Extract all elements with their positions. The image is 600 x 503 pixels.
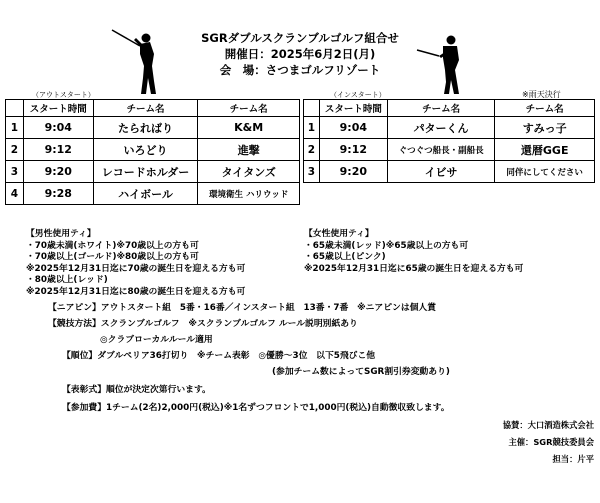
start-time: 9:20 xyxy=(319,161,387,183)
team-name: 進撃 xyxy=(198,139,300,161)
group-number: 3 xyxy=(6,161,24,183)
contact-text: 担当：片平 xyxy=(552,454,594,464)
team-name: ぐつぐつ船長・副船長 xyxy=(387,139,495,161)
organizer-text: 主催：SGR競技委員会 xyxy=(508,437,594,447)
group-number: 4 xyxy=(6,183,24,205)
in-start-label: （インスタート） xyxy=(330,91,386,99)
table-header-row xyxy=(6,100,300,117)
out-start-label: （アウトスタート） xyxy=(32,91,95,99)
group-number: 2 xyxy=(6,139,24,161)
team-name: レコードホルダー xyxy=(93,161,198,183)
table-row xyxy=(6,117,300,139)
women-tee-line: ・65歳未満(レッド)※65歳以上の方も可 xyxy=(304,240,469,251)
fee-info: 【参加費】1チーム(2名)2,000円(税込)※1名ずつフロントで1,000円(税込)自動徴収致します。 xyxy=(62,403,450,413)
start-time: 9:28 xyxy=(23,183,93,205)
table-row xyxy=(304,139,595,161)
col-header-no xyxy=(304,100,320,117)
team-name: イビサ xyxy=(387,161,495,183)
men-tee-heading: 【男性使用ティ】 xyxy=(26,229,96,239)
col-header-no xyxy=(6,100,24,117)
women-tee-line: ※2025年12月31日迄に65歳の誕生日を迎える方も可 xyxy=(304,263,524,274)
table-row xyxy=(304,161,595,183)
group-number: 1 xyxy=(304,117,320,139)
team-name: いろどり xyxy=(93,139,198,161)
table-row xyxy=(6,139,300,161)
team-name: K&M xyxy=(198,117,300,139)
award-info: 【表彰式】順位が決定次第行います。 xyxy=(62,385,211,395)
table-row xyxy=(304,117,595,139)
group-number: 1 xyxy=(6,117,24,139)
group-number: 2 xyxy=(304,139,320,161)
out-start-table xyxy=(5,99,300,205)
format-info: 【競技方法】スクランブルゴルフ ※スクランブルゴルフ ルール説明別紙あり xyxy=(48,319,358,329)
team-name: タイタンズ xyxy=(198,161,300,183)
start-time: 9:12 xyxy=(319,139,387,161)
start-time: 9:04 xyxy=(23,117,93,139)
women-tee-line: ・65歳以上(ピンク) xyxy=(304,252,386,262)
group-number: 3 xyxy=(304,161,320,183)
team-name: 環境衛生 ハリウッド xyxy=(198,183,300,205)
men-tee-line: ・70歳未満(ホワイト)※70歳以上の方も可 xyxy=(26,240,199,251)
start-time: 9:20 xyxy=(23,161,93,183)
in-start-table xyxy=(303,99,595,183)
col-header-time: スタート時間 xyxy=(319,100,387,117)
team-name: たらればり xyxy=(93,117,198,139)
col-header-team1: チーム名 xyxy=(387,100,495,117)
local-rule-info: ◎クラブローカルルール適用 xyxy=(100,335,213,345)
team-name: ハイボール xyxy=(93,183,198,205)
team-name: パターくん xyxy=(387,117,495,139)
table-header-row xyxy=(304,100,595,117)
sponsor-text: 協賛：大口酒造株式会社 xyxy=(502,420,594,430)
men-tee-line: ※2025年12月31日迄に70歳の誕生日を迎える方も可 xyxy=(26,263,246,274)
men-tee-line: ※2025年12月31日迄に80歳の誕生日を迎える方も可 xyxy=(26,286,246,297)
event-date: 開催日：2025年6月2日(月) xyxy=(224,47,376,61)
table-row xyxy=(6,183,300,205)
col-header-team2: チーム名 xyxy=(495,100,595,117)
golfer-silhouette-right-icon xyxy=(415,30,473,96)
event-venue: 会 場：さつまゴルフリゾート xyxy=(219,63,381,77)
col-header-team2: チーム名 xyxy=(198,100,300,117)
men-tee-line: ・70歳以上(ゴールド)※80歳以上の方も可 xyxy=(26,252,199,262)
men-tee-info xyxy=(26,229,245,298)
page-title: SGRダブルスクランブルゴルフ組合せ xyxy=(201,31,399,45)
start-time: 9:12 xyxy=(23,139,93,161)
table-row xyxy=(6,161,300,183)
golfer-silhouette-left-icon xyxy=(110,26,170,96)
ranking-info: 【順位】ダブルペリア36打切り ※チーム表彰 ◎優勝～3位 以下5飛びこ他 xyxy=(62,351,376,361)
men-tee-line: ・80歳以上(レッド) xyxy=(26,275,108,285)
team-name: すみっ子 xyxy=(495,117,595,139)
women-tee-info xyxy=(304,229,523,275)
start-time: 9:04 xyxy=(319,117,387,139)
col-header-team1: チーム名 xyxy=(93,100,198,117)
document-header xyxy=(0,30,600,78)
team-name: 還暦GGE xyxy=(495,139,595,161)
team-name: 同伴にしてください xyxy=(495,161,595,183)
col-header-time: スタート時間 xyxy=(23,100,93,117)
rain-note: ※雨天決行 xyxy=(522,90,561,99)
nearpin-info: 【ニアピン】アウトスタート組 5番・16番／インスタート組 13番・7番 ※ニアピンは個人賞 xyxy=(48,303,437,313)
women-tee-heading: 【女性使用ティ】 xyxy=(304,229,374,239)
ranking-note: (参加チーム数によってSGR割引券変動あり) xyxy=(272,367,450,377)
